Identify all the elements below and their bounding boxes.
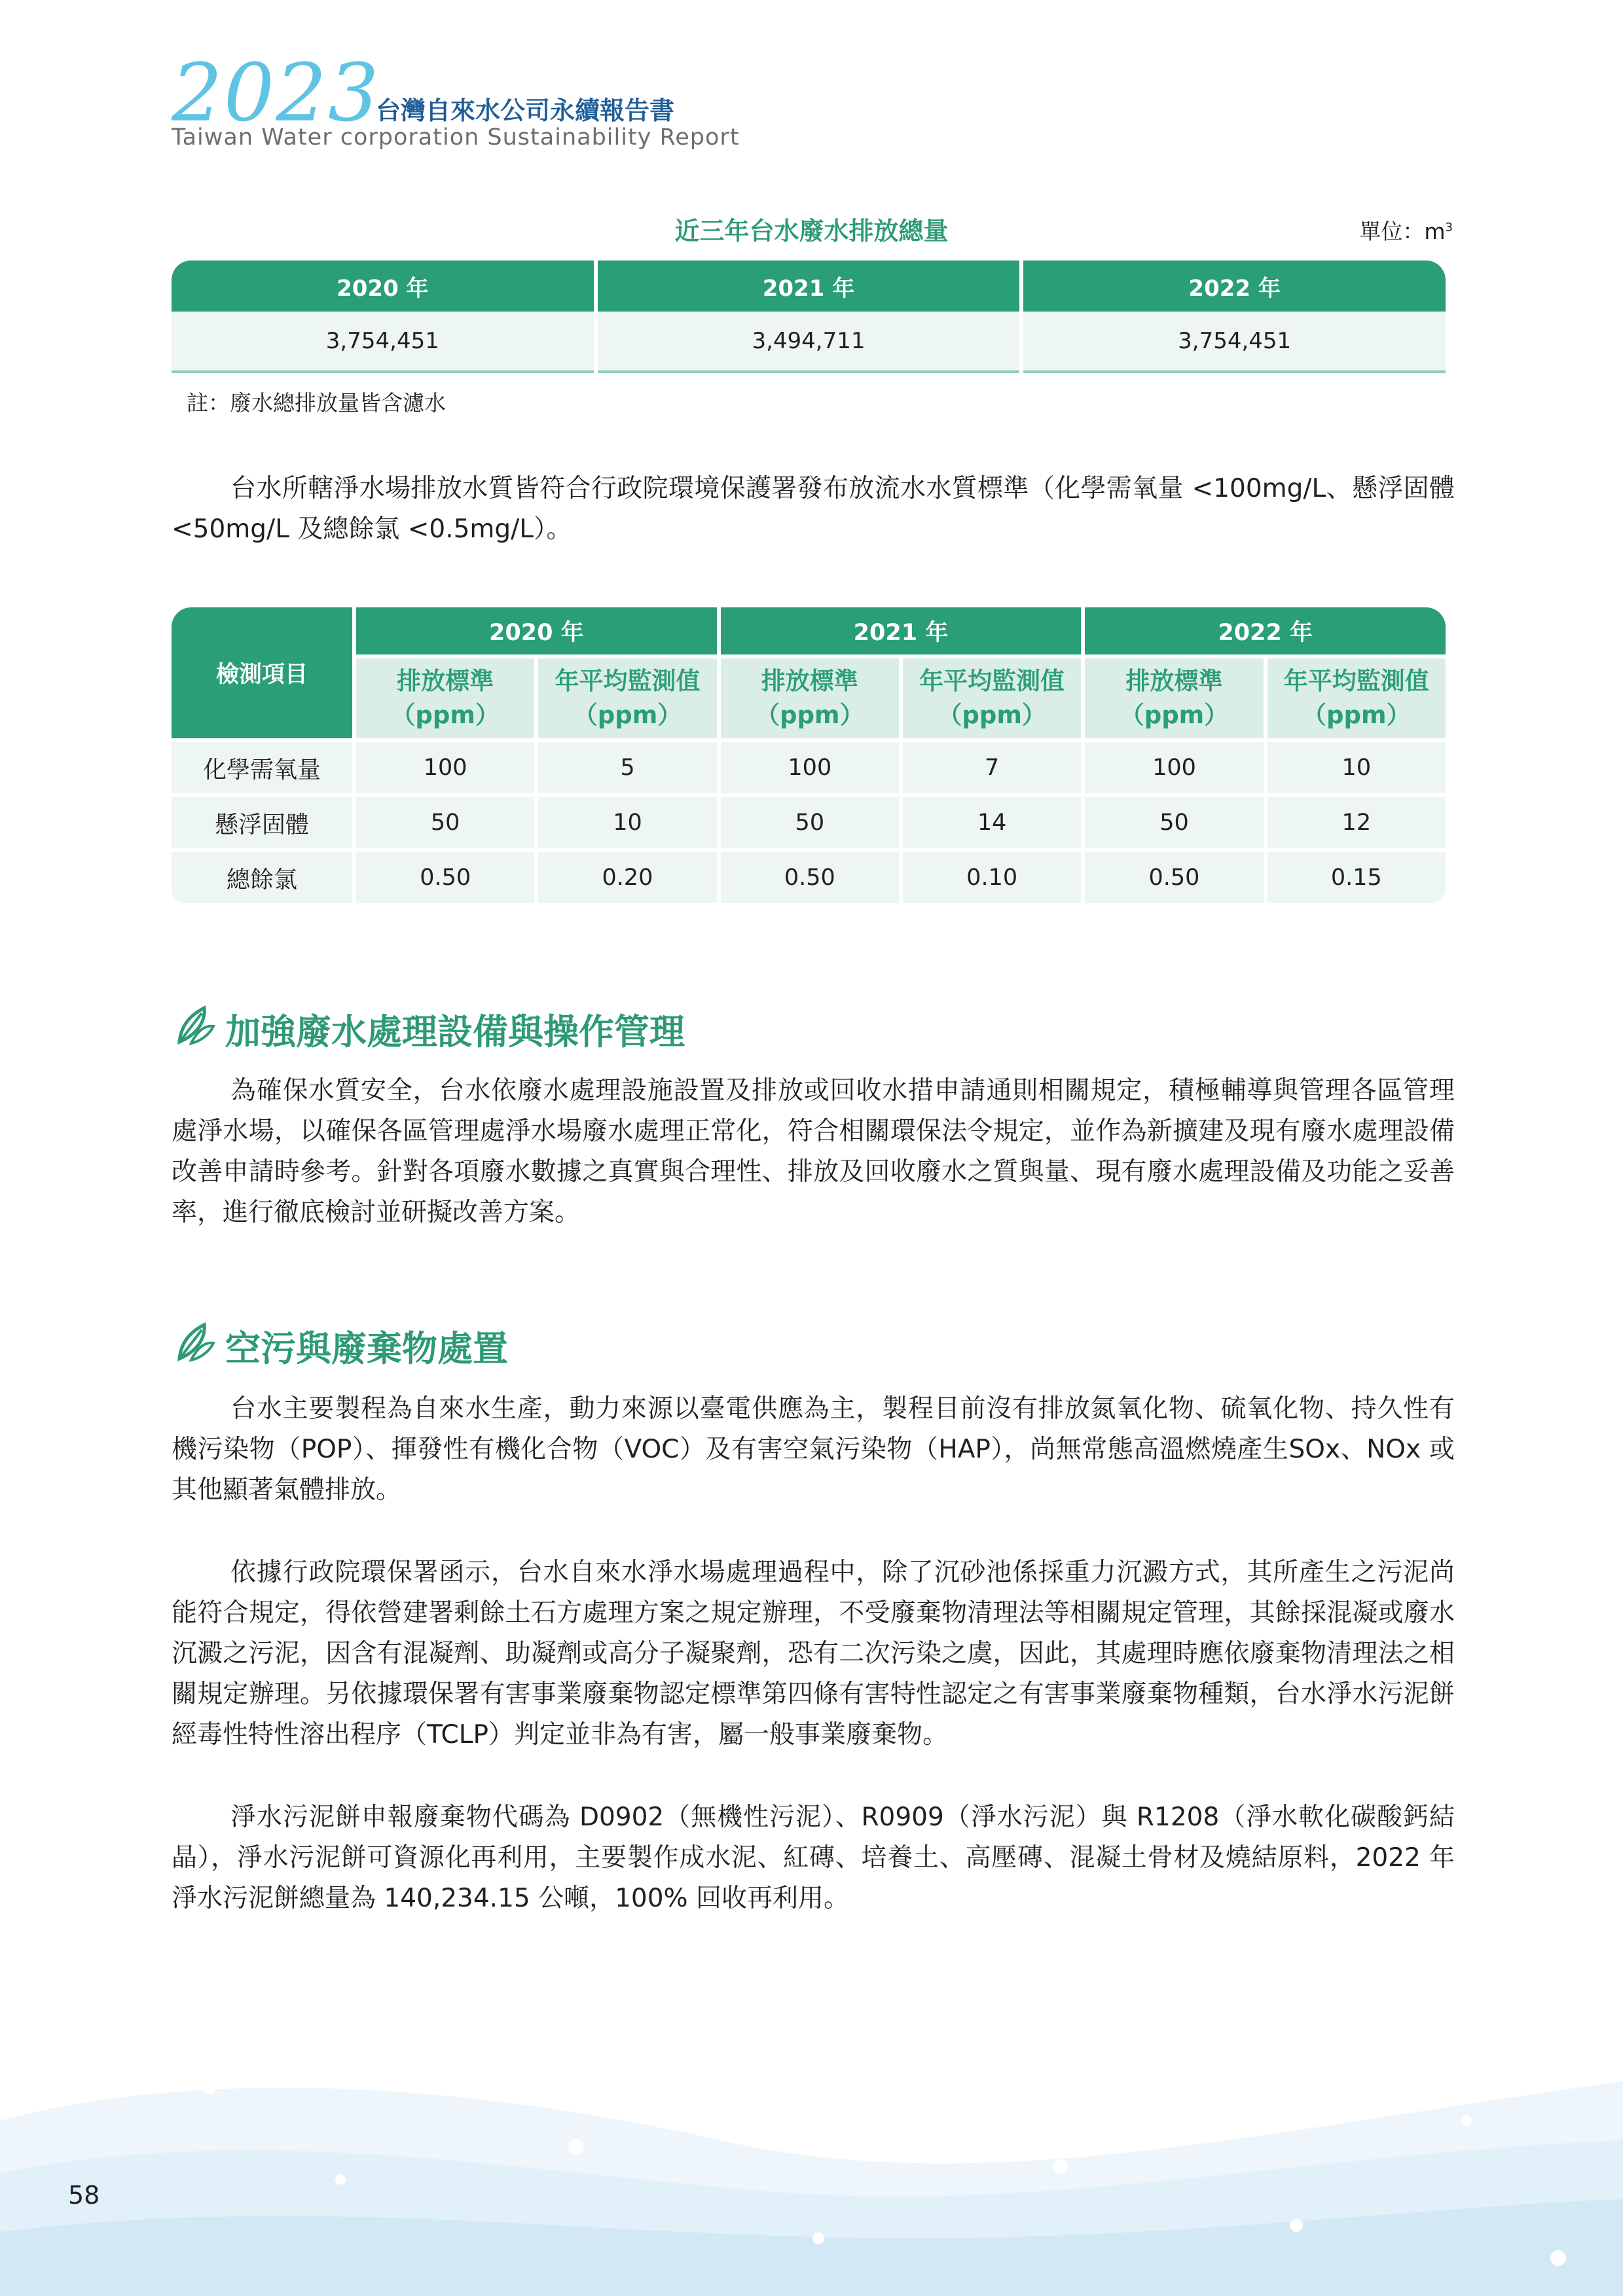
table1-header: 2020 年 bbox=[172, 260, 594, 312]
paragraph-text: 台水主要製程為自來水生產，動力來源以臺電供應為主，製程目前沒有排放氮氧化物、硫氧化物、持久性有機污染物（POP）、揮發性有機化合物（VOC）及有害空氣污染物（HAP），尚無常態高溫燃燒產生SOx、NOx 或其他顯著氣體排放。 bbox=[172, 1394, 1455, 1505]
year-header: 2020 年 bbox=[356, 607, 717, 655]
paragraph-text: 依據行政院環保署函示，台水自來水淨水場處理過程中，除了沉砂池係採重力沉澱方式，其所產生之污泥尚能符合規定，得依營建署剩餘土石方處理方案之規定辦理，不受廢棄物清理法等相關規定管理，其餘採混凝或廢水沉澱之污泥，因含有混凝劑、助凝劑或高分子凝聚劑，恐有二次污染之虞，因此，其處理時應依廢棄物清理法之相關規定辦理。另依據環保署有害事業廢棄物認定標準第四條有害特性認定之有害事業廢棄物種類，台水淨水污泥餅經毒性特性溶出程序（TCLP）判定並非為有害，屬一般事業廢棄物。 bbox=[172, 1558, 1455, 1749]
sludge-regulation-paragraph bbox=[172, 1552, 1455, 1755]
paragraph-text: 台水所轄淨水場排放水質皆符合行政院環境保護署發布放流水水質標準（化學需氧量 <100mg/L、懸浮固體 <50mg/L 及總餘氯 <0.5mg/L）。 bbox=[172, 474, 1455, 544]
table-cell: 50 bbox=[356, 797, 534, 848]
table1-header: 2021 年 bbox=[598, 260, 1020, 312]
table-cell: 100 bbox=[721, 742, 899, 793]
table-row bbox=[172, 852, 1446, 903]
leaf-icon bbox=[172, 1001, 217, 1047]
report-subtitle: Taiwan Water corporation Sustainability Report bbox=[172, 124, 740, 151]
paragraph-text: 為確保水質安全，台水依廢水處理設施設置及排放或回收水措申請通則相關規定，積極輔導與管理各區管理處淨水場，以確保各區管理處淨水場廢水處理正常化，符合相關環保法令規定，並作為新擴建及現有廢水處理設備改善申請時參考。針對各項廢水數據之真實與合理性、排放及回收廢水之質與量、現有廢水處理設備及功能之妥善率，進行徹底檢討並研擬改善方案。 bbox=[172, 1076, 1455, 1227]
table-cell: 50 bbox=[721, 797, 899, 848]
table-cell: 0.50 bbox=[1085, 852, 1263, 903]
report-title: 台灣自來水公司永續報告書 bbox=[376, 96, 675, 125]
air-pollution-paragraph bbox=[172, 1389, 1455, 1511]
table-cell: 5 bbox=[538, 742, 716, 793]
table1-unit-sup: 3 bbox=[1445, 221, 1453, 234]
table-cell: 0.10 bbox=[903, 852, 1081, 903]
section-title: 空污與廢棄物處置 bbox=[225, 1328, 508, 1369]
sub-header-average: 年平均監測值 （ppm） bbox=[903, 658, 1081, 738]
table-cell: 100 bbox=[356, 742, 534, 793]
table-cell: 7 bbox=[903, 742, 1081, 793]
water-quality-paragraph bbox=[172, 469, 1455, 550]
row-label: 懸浮固體 bbox=[172, 797, 352, 848]
table-cell: 10 bbox=[1267, 742, 1446, 793]
row-label: 總餘氯 bbox=[172, 852, 352, 903]
section-title: 加強廢水處理設備與操作管理 bbox=[225, 1011, 685, 1052]
row-label: 化學需氧量 bbox=[172, 742, 352, 793]
leaf-icon bbox=[172, 1318, 217, 1364]
table1-cell: 3,494,711 bbox=[598, 312, 1020, 373]
item-header: 檢測項目 bbox=[172, 607, 352, 738]
paragraph-text: 淨水污泥餅申報廢棄物代碼為 D0902（無機性污泥）、R0909（淨水污泥）與 R1208（淨水軟化碳酸鈣結晶），淨水污泥餅可資源化再利用，主要製作成水泥、紅磚、培養土、高壓磚、混凝土骨材及燒結原料，2022 年淨水污泥餅總量為 140,234.15 公噸，100% 回收再利用。 bbox=[172, 1803, 1455, 1913]
report-year: 2023 bbox=[172, 46, 380, 139]
table-row bbox=[172, 742, 1446, 793]
table-cell: 14 bbox=[903, 797, 1081, 848]
table-cell: 10 bbox=[538, 797, 716, 848]
sub-header-standard: 排放標準 （ppm） bbox=[721, 658, 899, 738]
wastewater-total-table bbox=[168, 260, 1450, 373]
table-cell: 0.20 bbox=[538, 852, 716, 903]
water-quality-table bbox=[168, 603, 1450, 907]
table1-cell: 3,754,451 bbox=[172, 312, 594, 373]
table1-header: 2022 年 bbox=[1023, 260, 1446, 312]
table-cell: 0.50 bbox=[721, 852, 899, 903]
sludge-recycling-paragraph bbox=[172, 1797, 1455, 1919]
table-cell: 100 bbox=[1085, 742, 1263, 793]
table-row bbox=[172, 797, 1446, 848]
table-cell: 0.15 bbox=[1267, 852, 1446, 903]
table1-unit-prefix: 單位：m bbox=[1359, 219, 1446, 244]
sub-header-average: 年平均監測值 （ppm） bbox=[1267, 658, 1446, 738]
page-number: 58 bbox=[68, 2181, 100, 2210]
sub-header-average: 年平均監測值 （ppm） bbox=[538, 658, 716, 738]
table-cell: 12 bbox=[1267, 797, 1446, 848]
table1-title: 近三年台水廢水排放總量 bbox=[674, 217, 949, 245]
table-cell: 0.50 bbox=[356, 852, 534, 903]
sub-header-standard: 排放標準 （ppm） bbox=[1085, 658, 1263, 738]
sub-header-standard: 排放標準 （ppm） bbox=[356, 658, 534, 738]
table1-cell: 3,754,451 bbox=[1023, 312, 1446, 373]
table1-note: 註：廢水總排放量皆含濾水 bbox=[187, 390, 446, 416]
table-cell: 50 bbox=[1085, 797, 1263, 848]
table1-unit bbox=[1359, 215, 1453, 245]
footer-wave-decoration bbox=[0, 2042, 1623, 2296]
year-header: 2021 年 bbox=[721, 607, 1082, 655]
table-row bbox=[172, 312, 1446, 373]
wastewater-paragraph bbox=[172, 1071, 1455, 1233]
year-header: 2022 年 bbox=[1085, 607, 1446, 655]
